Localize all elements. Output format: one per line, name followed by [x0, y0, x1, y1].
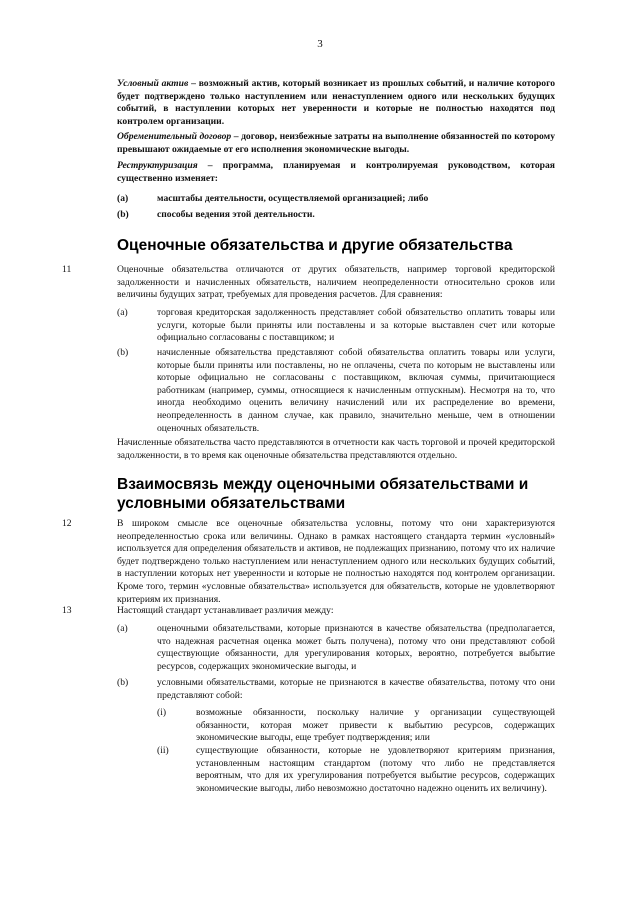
list-item-text: торговая кредиторская задолженность представляет собой обязательство оплатить товары или услуги, которые были приняты или поставлены и за которые выставлен счет или которые официально согласованы с поставщиком; и: [157, 307, 555, 344]
list-item-label: (a): [117, 307, 128, 318]
list-item-text: начисленные обязательства представляют собой обязательства оплатить товары или услуги, которые были приняты или поставлены, но не оплачены, счета по которым не выставлены или которые официально не согласованы с поставщиком, включая суммы, причитающиеся работникам (например, суммы, относящиеся к начисленным отпускным). Несмотря на то, что иногда необходимо оценить величину начислений или их распределение во времени, неопределенность в данном случае, как правило, значительно меньше, чем в отношении оценочных обязательств.: [157, 347, 555, 434]
section-heading: Взаимосвязь между оценочными обязательствами и условными обязательствами: [117, 476, 529, 512]
sublist-item-label: (ii): [157, 745, 169, 756]
paragraph-text: Оценочные обязательства отличаются от других обязательств, например торговой кредиторской задолженности и начисленных обязательств, наличием неопределенности относительно сроков или величины будущих затрат, требуемых для проведения расчетов. Для сравнения:: [117, 264, 555, 301]
paragraph-number: 12: [62, 518, 72, 529]
definition-text: – программа, планируемая и контролируемая руководством, которая существенно изменяет:: [117, 160, 555, 184]
list-item-label: (a): [117, 193, 129, 204]
definition-term: Обременительный договор: [117, 131, 232, 142]
list-item-label: (b): [117, 677, 129, 688]
list-item-text: оценочными обязательствами, которые признаются в качестве обязательства (предполагается, что надежная расчетная оценка может быть получена), потому что они представляют собой существующие обязанности, для урегулирования которых, вероятно, потребуется выбытие ресурсов, содержащих экономические выгоды, и: [157, 623, 555, 672]
paragraph-number: 13: [62, 605, 72, 616]
list-item-label: (a): [117, 623, 128, 634]
list-item-text: способы ведения этой деятельности.: [157, 209, 315, 220]
definition-term: Условный актив: [117, 78, 189, 89]
sublist-item-text: возможные обязанности, поскольку наличие у организации существующей обязанности, которая может привести к выбытию ресурсов, содержащих экономические выгоды, еще требует подтверждения; или: [196, 707, 555, 744]
paragraph-text: В широком смысле все оценочные обязательства условны, потому что они характеризуются неопределенностью срока или величины. Однако в рамках настоящего стандарта термин «условный» используется для определения обязательств и активов, не подлежащих признанию, потому что их наличие будет подтверждено только наступлением или ненаступлением одного или нескольких будущих событий, в наступлении которых нет уверенности и которые не полностью находятся под контролем организации. Кроме того, термин «условные обязательства» используется для обязательств, которые не удовлетворяют критериям их признания.: [117, 518, 555, 605]
definition-contingent-asset: [117, 78, 555, 128]
definition-text: – возможный актив, который возникает из прошлых событий, и наличие которого будет подтверждено только наступлением или ненаступлением одного или нескольких будущих событий, в наступлении которых нет уверенности и которые не полностью находятся под контролем организации.: [117, 78, 555, 127]
list-item-label: (b): [117, 347, 129, 358]
list-item-label: (b): [117, 209, 129, 220]
page-number: 3: [317, 38, 323, 50]
paragraph-text: Настоящий стандарт устанавливает различия между:: [117, 605, 334, 616]
paragraph-text: Начисленные обязательства часто представляются в отчетности как часть торговой и прочей кредиторской задолженности, в то время как оценочные обязательства представляются отдельно.: [117, 437, 555, 461]
definition-onerous-contract: [117, 131, 555, 156]
sublist-item-text: существующие обязанности, которые не удовлетворяют критериям признания, установленным настоящим стандартом (потому что либо не представляется вероятным, что для их урегулирования потребуется выбытие ресурсов, содержащих экономические выгоды, либо невозможно достаточно надежно оценить их величину).: [196, 745, 555, 794]
sublist-item-label: (i): [157, 707, 167, 718]
definition-text: – договор, неизбежные затраты на выполнение обязанностей по которому превышают ожидаемые от его исполнения экономические выгоды.: [117, 131, 556, 155]
list-item-text: условными обязательствами, которые не признаются в качестве обязательства, потому что они представляют собой:: [157, 677, 555, 701]
definition-term: Реструктуризация: [117, 160, 198, 171]
definition-restructuring: [117, 160, 555, 185]
list-item-text: масштабы деятельности, осуществляемой организацией; либо: [157, 193, 429, 204]
section-heading: Оценочные обязательства и другие обязательства: [117, 237, 513, 254]
paragraph-number: 11: [62, 264, 72, 275]
